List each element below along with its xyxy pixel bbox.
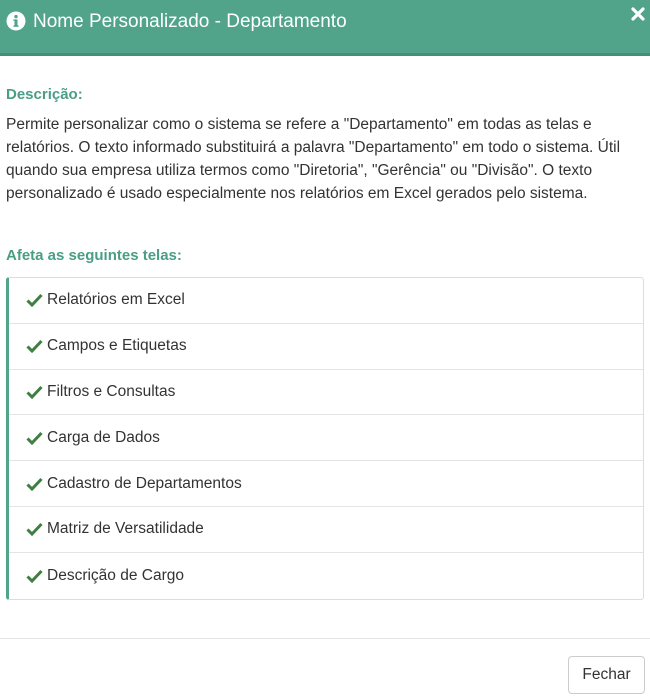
description-text: Permite personalizar como o sistema se refere a "Departamento" em todas as telas e relatórios. O texto informado substituirá a palavra "Departamento" em todo o sistema. Útil quando sua empresa utiliza termos como "Diretoria", "Gerência" ou "Divisão". O texto personalizado é usado especialmente nos relatórios em Excel gerados pelo sistema. [6,116,621,202]
footer-divider [0,638,650,639]
list-item [9,415,643,461]
check-icon [26,522,43,536]
check-icon [26,569,43,583]
list-item-label: Cadastro de Departamentos [47,474,242,492]
list-item-label: Campos e Etiquetas [47,337,187,355]
affects-title: Afeta as seguintes telas: [6,247,182,264]
list-item [9,507,643,553]
check-icon [26,431,43,445]
modal-title: Nome Personalizado - Departamento [33,11,347,32]
list-item-label: Relatórios em Excel [47,291,185,309]
list-item-label: Carga de Dados [47,428,160,446]
list-item-label: Descrição de Cargo [47,566,184,584]
list-item [9,278,643,324]
list-item [9,461,643,507]
list-item-label: Matriz de Versatilidade [47,520,204,538]
list-item-label: Filtros e Consultas [47,382,176,400]
affected-screens-list [6,277,644,600]
check-icon [26,477,43,491]
check-icon [26,293,43,307]
list-item [9,370,643,416]
close-icon[interactable] [630,6,646,22]
list-item [9,324,643,370]
check-icon [26,385,43,399]
fechar-button[interactable]: Fechar [568,656,645,694]
info-circle-icon [6,11,26,31]
list-item [9,553,643,599]
description-title: Descrição: [6,86,83,103]
check-icon [26,339,43,353]
modal-header [0,0,650,56]
